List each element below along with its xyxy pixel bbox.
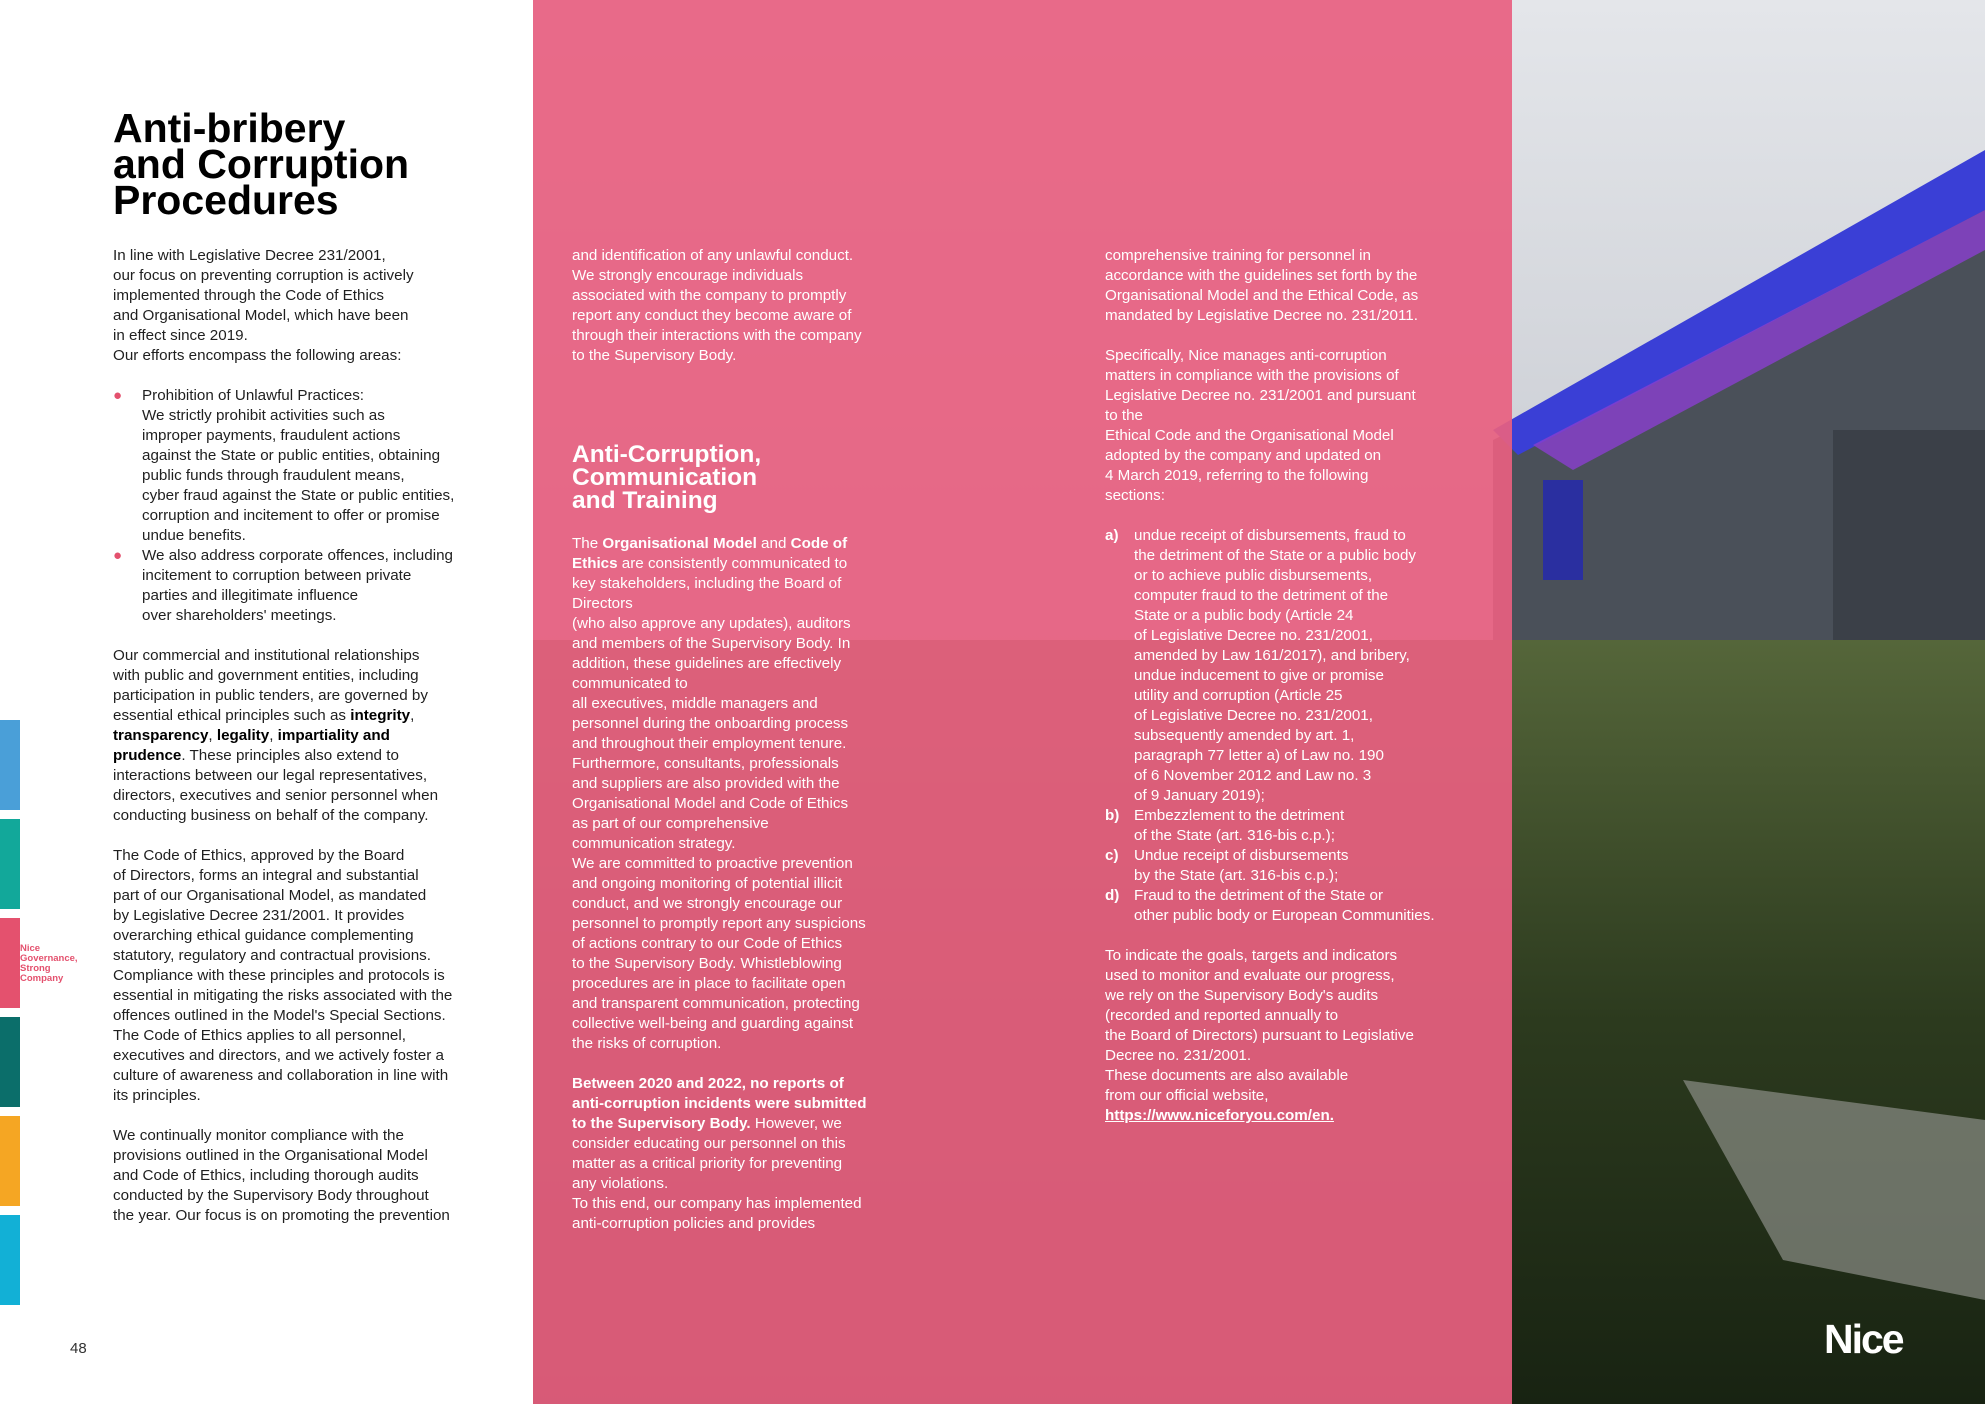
list-item: ● We also address corporate offences, including incitement to corruption between private parties and illegitimate influence over shareholders' meetings. bbox=[113, 547, 453, 624]
intro-paragraph: In line with Legislative Decree 231/2001, our focus on preventing corruption is actively implemented through the Code of Ethics and Organisational Model, which have been in effect since 2019. Our efforts encompass the following areas: bbox=[113, 247, 414, 364]
section-heading: Anti-Corruption, Communication and Training bbox=[572, 441, 762, 514]
section-tab[interactable] bbox=[0, 1017, 20, 1107]
page-number: 48 bbox=[70, 1340, 87, 1357]
bullet-icon: ● bbox=[113, 387, 123, 404]
list-item: ● Prohibition of Unlawful Practices: We strictly prohibit activities such as improper payments, fraudulent actions against the State or public entities, obtaining public funds through fraudulent means, cyber fraud against the State or public entities, corruption and incitement to offer or promise undue benefits. bbox=[113, 387, 455, 544]
section-tab[interactable] bbox=[0, 1116, 20, 1206]
areas-list bbox=[113, 386, 498, 626]
training-paragraph: comprehensive training for personnel in accordance with the guidelines set forth by the Organisational Model and the Ethical Code, as mandated by Legislative Decree no. 231/2011. bbox=[1105, 247, 1419, 324]
compliance-paragraph: Specifically, Nice manages anti-corruption matters in compliance with the provisions of Legislative Decree no. 231/2001 and pursuant to the Ethical Code and the Organisational Model adopted by the company and updated on 4 March 2019, referring to the following sections: bbox=[1105, 347, 1416, 504]
section-tab[interactable] bbox=[0, 1215, 20, 1305]
reports-paragraph: Between 2020 and 2022, no reports of anti-corruption incidents were submitted to the Supervisory Body. However, we consider educating our personnel on this matter as a critical priority for preventing any violations. To this end, our company has implemented anti-corruption policies and provides bbox=[572, 1075, 867, 1232]
section-tab[interactable] bbox=[0, 819, 20, 909]
list-item: d) Fraud to the detriment of the State or other public body or European Communities. bbox=[1105, 887, 1435, 924]
section-tab[interactable] bbox=[0, 720, 20, 810]
left-panel bbox=[0, 0, 533, 1404]
section-tabs bbox=[0, 720, 20, 1314]
right-column bbox=[1105, 246, 1490, 1126]
unlawful-conduct-paragraph: and identification of any unlawful conduct. We strongly encourage individuals associated with the company to promptly report any conduct they become aware of through their interactions with the company to the Supervisory Body. bbox=[572, 247, 862, 364]
section-tab-active[interactable] bbox=[0, 918, 20, 1008]
sections-list bbox=[1105, 526, 1490, 926]
list-item: b) Embezzlement to the detriment of the State (art. 316-bis c.p.); bbox=[1105, 807, 1345, 844]
goals-paragraph: To indicate the goals, targets and indicators used to monitor and evaluate our progress, we rely on the Supervisory Body's audits (recorded and reported annually to the Board of Directors) pursuant to Legislative Decree no. 231/2001. These documents are also available from our official website, bbox=[1105, 947, 1414, 1104]
monitoring-paragraph: We continually monitor compliance with the provisions outlined in the Organisational Model and Code of Ethics, including thorough audits conducted by the Supervisory Body throughout the year. Our focus is on promoting the prevention bbox=[113, 1127, 450, 1224]
nice-logo: Nice bbox=[1824, 1316, 1903, 1362]
website-link[interactable]: https://www.niceforyou.com/en. bbox=[1105, 1107, 1334, 1124]
middle-column-top bbox=[572, 246, 922, 366]
communication-paragraph: The Organisational Model and Code of Ethics are consistently communicated to key stakeholders, including the Board of Directors (who also approve any updates), auditors and members of the Supervisory Body. In addition, these guidelines are effectively communicated to all executives, middle managers and personnel during the onboarding process and throughout their employment tenure. Furthermore, consultants, professionals and suppliers are also provided with the Organisational Model and Code of Ethics as part of our comprehensive communication strategy. We are committed to proactive prevention and ongoing monitoring of potential illicit conduct, and we strongly encourage our personnel to promptly report any suspicions of actions contrary to our Code of Ethics to the Supervisory Body. Whistleblowing procedures are in place to facilitate open and transparent communication, protecting collective well-being and guarding against the risks of corruption. bbox=[572, 535, 866, 1052]
list-item: c) Undue receipt of disbursements by the State (art. 316-bis c.p.); bbox=[1105, 847, 1349, 884]
bullet-icon: ● bbox=[113, 547, 123, 564]
principles-paragraph: Our commercial and institutional relationships with public and government entities, including participation in public tenders, are governed by essential ethical principles such as integrity, transparency, legality, impartiality and prudence. These principles also extend to interactions between our legal representatives, directors, executives and senior personnel when conducting business on behalf of the company. bbox=[113, 647, 439, 824]
left-column bbox=[113, 246, 498, 1226]
list-item: a) undue receipt of disbursements, fraud to the detriment of the State or a public body or to achieve public disbursements, computer fraud to the detriment of the State or a public body (Article 24 of Legislative Decree no. 231/2001, amended by Law 161/2017), and bribery, undue inducement to give or promise utility and corruption (Article 25 of Legislative Decree no. 231/2001, subsequently amended by art. 1, paragraph 77 letter a) of Law no. 190 of 6 November 2012 and Law no. 3 of 9 January 2019); bbox=[1105, 527, 1416, 804]
code-of-ethics-paragraph: The Code of Ethics, approved by the Board of Directors, forms an integral and substantial part of our Organisational Model, as mandated by Legislative Decree 231/2001. It provides overarching ethical guidance complementing statutory, regulatory and contractual provisions. Compliance with these principles and protocols is essential in mitigating the risks associated with the offences outlined in the Model's Special Sections. The Code of Ethics applies to all personnel, executives and directors, and we actively foster a culture of awareness and collaboration in line with its principles. bbox=[113, 847, 453, 1104]
page-title: Anti-bribery and Corruption Procedures bbox=[113, 105, 410, 223]
middle-column bbox=[572, 534, 927, 1234]
section-tab-label: Nice Governance, Strong Company bbox=[20, 943, 78, 984]
